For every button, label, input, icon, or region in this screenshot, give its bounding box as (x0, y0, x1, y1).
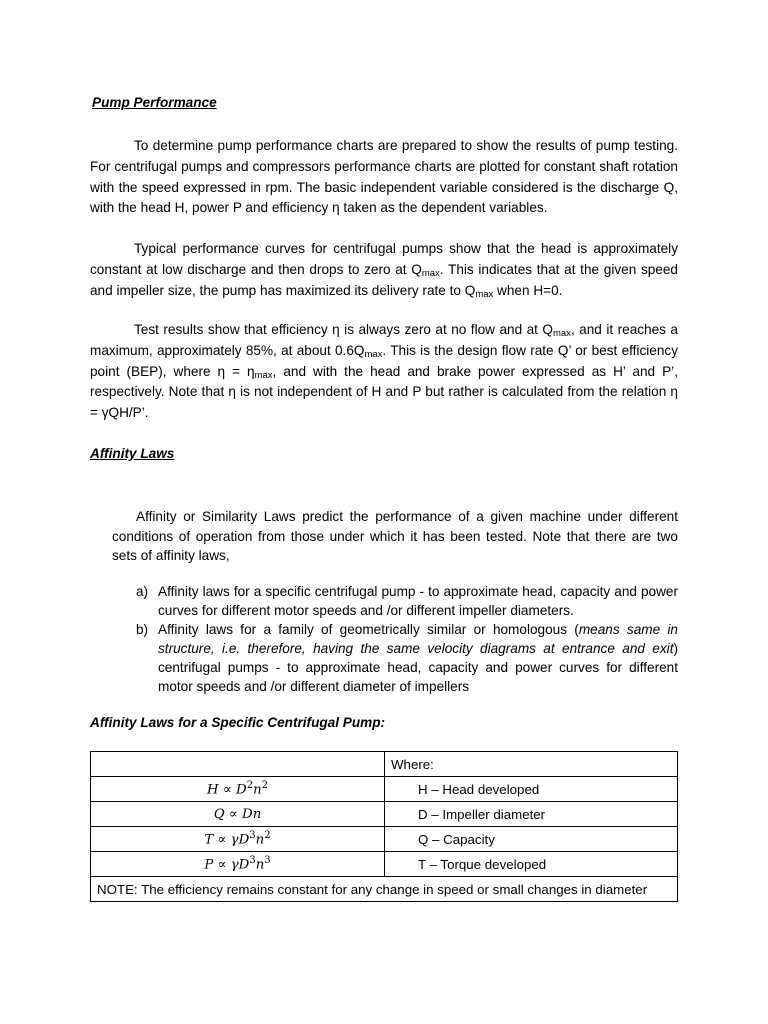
text-run: Test results show that efficiency η is always zero at no flow and at Q (134, 322, 553, 337)
subscript: max (552, 328, 571, 339)
formula-head: $H \propto D^2n^2$ (91, 777, 385, 802)
subscript: max (421, 267, 440, 279)
page-title: Pump Performance (92, 95, 217, 110)
table-row (91, 827, 678, 852)
paragraph-intro-text: To determine pump performance charts are prepared to show the results of pump testing. For centrifugal pumps and compressors performance charts are plotted for constant shaft rotation with the speed expressed in rpm. The basic independent variable considered is the discharge Q, with the head H, power P and efficiency η taken as the dependent variables. (90, 138, 678, 216)
subscript: max (254, 369, 273, 381)
section-heading-affinity-laws: Affinity Laws (90, 446, 175, 461)
definition-head: H – Head developed (385, 777, 678, 802)
text-run: Typical performance curves for centrifugal pumps show that the head is approximately constant at low discharge and then drops to zero at Q (90, 241, 678, 277)
table-row (91, 777, 678, 802)
text-run: . This indicates that at the given speed and impeller size, the pump has maximized its delivery rate to Q (90, 261, 678, 298)
affinity-laws-list (136, 582, 678, 696)
subscript: max (475, 288, 494, 300)
table-row (91, 852, 678, 877)
definition-torque: T – Torque developed (385, 852, 678, 877)
paragraph-affinity (112, 507, 678, 566)
paragraph-performance-curves (90, 239, 678, 301)
paragraph-efficiency (90, 320, 678, 424)
text-run: when H=0. (493, 282, 563, 298)
table-cell-where: Where: (385, 752, 678, 777)
formula-torque: $T \propto \gamma D^3n^2$ (91, 827, 385, 852)
subscript: max (364, 348, 383, 360)
table-row (91, 802, 678, 827)
list-marker: b) (136, 622, 149, 637)
paragraph-intro (90, 136, 678, 219)
list-item-text (158, 620, 678, 696)
table-heading: Affinity Laws for a Specific Centrifugal Pump: (90, 715, 386, 730)
list-item (136, 620, 678, 696)
affinity-laws-table (90, 751, 678, 902)
list-item-text: Affinity laws for a specific centrifugal pump - to approximate head, capacity and power curves for different motor speeds and /or different impeller diameters. (158, 584, 678, 618)
table-row (91, 877, 678, 902)
list-item (136, 582, 678, 620)
text-run: Affinity laws for a family of geometrically similar or homologous ( (158, 622, 579, 637)
table-row (91, 752, 678, 777)
text-run: , and it reaches a maximum, approximately 85%, at about 0.6Q (90, 322, 678, 358)
text-run: ) centrifugal pumps - to approximate head, capacity and power curves for different motor speeds and /or different diameter of impellers (158, 641, 678, 694)
definition-capacity: Q – Capacity (385, 827, 678, 852)
paragraph-affinity-text: Affinity or Similarity Laws predict the performance of a given machine under different conditions of operation from those under which it has been tested. Note that there are two sets of affinity laws, (112, 509, 678, 563)
formula-capacity: Q ∝ Dn (91, 802, 385, 827)
list-marker: a) (136, 584, 149, 599)
text-run: , and with the head and brake power expressed as H’ and P’, respectively. Note that η is not independent of H and P but rather is calculated from the relation η = γQH/P’. (90, 363, 678, 421)
table-note: NOTE: The efficiency remains constant for any change in speed or small changes in diameter (91, 877, 678, 902)
text-run: . This is the design flow rate Q’ or best efficiency point (BEP), where η = η (90, 342, 678, 379)
text-run-italic: means same in structure, i.e. therefore, having the same velocity diagrams at entrance and exit (158, 622, 678, 656)
formula-power: $P \propto \gamma D^3n^3$ (91, 852, 385, 877)
definition-diameter: D – Impeller diameter (385, 802, 678, 827)
table-cell-empty (91, 752, 385, 777)
